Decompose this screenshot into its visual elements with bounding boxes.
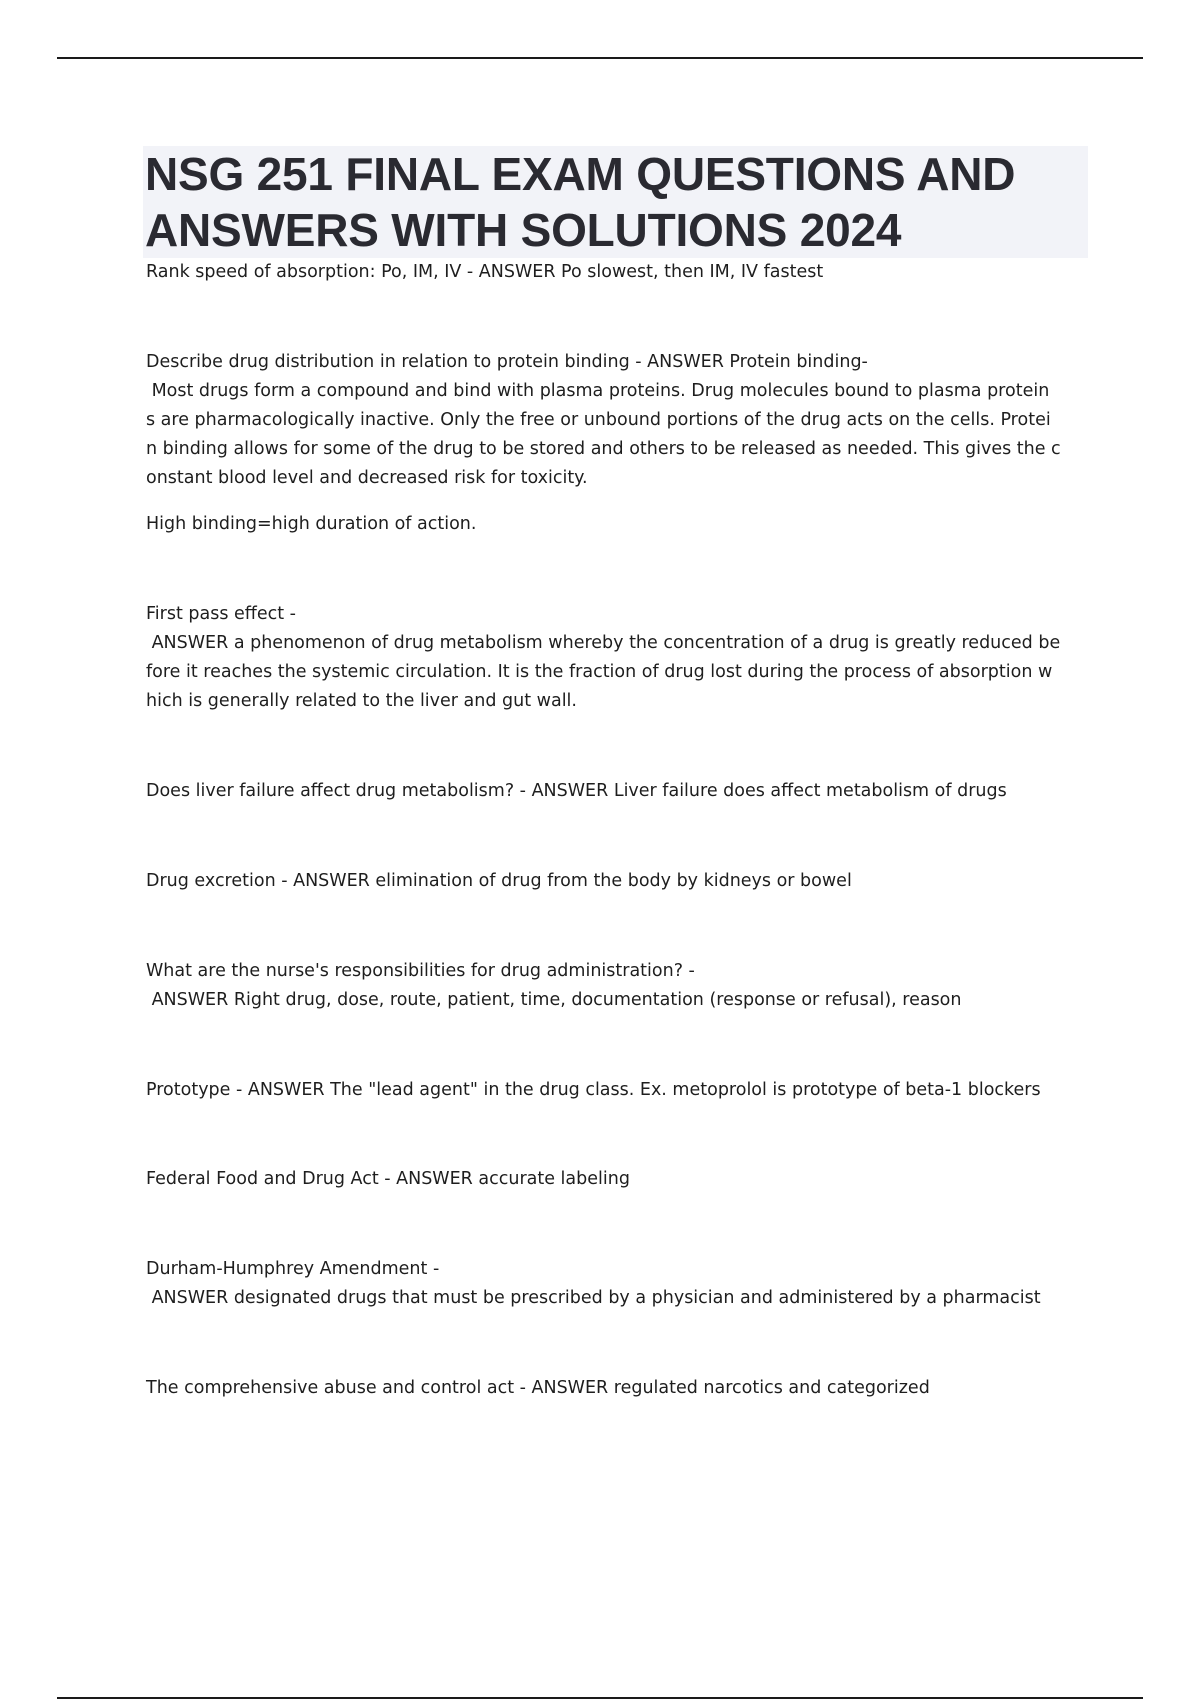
answer-line: onstant blood level and decreased risk for toxicity. — [146, 468, 588, 488]
qa-entry-durham-humphrey — [146, 1255, 1096, 1313]
qa-entry-absorption: Rank speed of absorption: Po, IM, IV - ANSWER Po slowest, then IM, IV fastest — [146, 262, 824, 282]
qa-entry-drug-excretion: Drug excretion - ANSWER elimination of drug from the body by kidneys or bowel — [146, 871, 852, 891]
question-text: Durham-Humphrey Amendment - — [146, 1259, 440, 1279]
qa-entry-food-drug-act: Federal Food and Drug Act - ANSWER accurate labeling — [146, 1169, 630, 1189]
question-text: Describe drug distribution in relation to protein binding - ANSWER Protein binding- — [146, 352, 868, 372]
answer-line: fore it reaches the systemic circulation. It is the fraction of drug lost during the process of absorption w — [146, 662, 1053, 682]
note-text: High binding=high duration of action. — [146, 514, 477, 534]
answer-line: Most drugs form a compound and bind with plasma proteins. Drug molecules bound to plasma protein — [146, 381, 1050, 401]
bottom-rule — [57, 1697, 1143, 1699]
answer-line: ANSWER a phenomenon of drug metabolism whereby the concentration of a drug is greatly reduced be — [146, 633, 1061, 653]
answer-line: hich is generally related to the liver and gut wall. — [146, 691, 577, 711]
answer-line: n binding allows for some of the drug to be stored and others to be released as needed. This gives the c — [146, 439, 1061, 459]
question-text: What are the nurse's responsibilities for drug administration? - — [146, 961, 695, 981]
answer-line: ANSWER Right drug, dose, route, patient, time, documentation (response or refusal), reason — [146, 990, 962, 1010]
qa-entry-protein-binding — [146, 348, 1096, 539]
title-box — [143, 146, 1088, 258]
qa-entry-prototype: Prototype - ANSWER The "lead agent" in the drug class. Ex. metoprolol is prototype of beta-1 blockers — [146, 1080, 1041, 1100]
question-text: First pass effect - — [146, 604, 296, 624]
qa-entry-first-pass — [146, 600, 1096, 716]
qa-entry-abuse-control-act: The comprehensive abuse and control act - ANSWER regulated narcotics and categorized — [146, 1378, 930, 1398]
qa-entry-nurse-responsibilities — [146, 957, 1096, 1015]
document-title: NSG 251 FINAL EXAM QUESTIONS AND ANSWERS WITH SOLUTIONS 2024 — [145, 148, 1016, 256]
document-body — [146, 146, 1096, 1403]
answer-line: s are pharmacologically inactive. Only the free or unbound portions of the drug acts on the cells. Protei — [146, 410, 1051, 430]
answer-line: ANSWER designated drugs that must be prescribed by a physician and administered by a pharmacist — [146, 1288, 1041, 1308]
top-rule — [57, 57, 1143, 59]
qa-entry-liver-failure: Does liver failure affect drug metabolism? - ANSWER Liver failure does affect metabolism of drugs — [146, 781, 1007, 801]
